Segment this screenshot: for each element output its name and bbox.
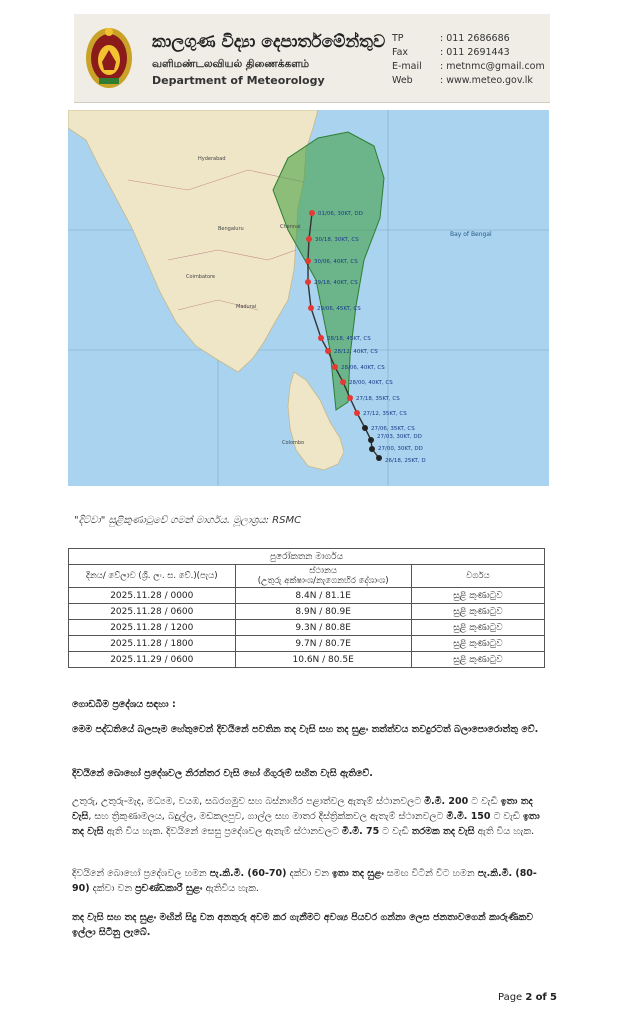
paragraph-1: [72, 722, 552, 737]
table-row: [69, 636, 545, 652]
paragraph-3: [72, 794, 552, 839]
track-label: 28/00, 40KT, CS: [349, 380, 393, 386]
text-span: දක්වා වන: [89, 883, 136, 894]
text-span: දිවයිනේ බොහෝ ප්‍රදේශවල හමන: [72, 868, 210, 879]
track-point: [362, 425, 368, 431]
track-label: 29/06, 45KT, CS: [317, 306, 361, 312]
contact-fax: [392, 46, 545, 60]
contact-web: [392, 74, 545, 88]
text-span: ඇතිවිය හැක.: [202, 883, 259, 894]
contact-email: [392, 60, 545, 74]
contact-value: : 011 2691443: [440, 47, 510, 58]
col-header-position: [235, 565, 411, 588]
cell-position: 8.9N / 80.9E: [235, 604, 411, 620]
heading-text: ගොඩබිම ප්‍රදේශය සඳහා :: [72, 699, 176, 710]
track-point: [369, 446, 375, 452]
table-title-row: [69, 549, 545, 565]
track-point: [347, 395, 353, 401]
cell-datetime: 2025.11.28 / 1800: [69, 636, 236, 652]
track-label: 27/12, 35KT, CS: [363, 411, 407, 417]
paragraph-5: [72, 910, 552, 940]
cyclone-track-map: [68, 110, 549, 486]
table-row: [69, 620, 545, 636]
place-label: Madurai: [236, 304, 257, 310]
current-page: 2: [525, 992, 533, 1003]
contact-label: Web: [392, 75, 413, 86]
track-point: [354, 410, 360, 416]
place-label: Chennai: [280, 224, 301, 230]
text-span: ට වැඩි: [468, 796, 501, 807]
cell-category: සුළි කුණාටුව: [411, 620, 544, 636]
org-name-sinhala: කාලගුණ විද්‍යා දෙපාර්තමේන්තුව: [152, 32, 386, 52]
track-label: 30/18, 30KT, CS: [315, 237, 359, 243]
cell-position: 9.3N / 80.8E: [235, 620, 411, 636]
letterhead: [74, 14, 550, 103]
contact-label: TP: [392, 33, 404, 44]
place-label: Bengaluru: [218, 226, 244, 232]
paragraph-2: [72, 766, 552, 781]
track-label: 27/03, 30KT, DD: [377, 434, 422, 440]
contact-value: : metnmc@gmail.com: [440, 61, 545, 72]
track-label: 01/06, 30KT, DD: [318, 211, 363, 217]
col-header-position-line1: ස්ථානය: [309, 566, 337, 576]
cell-category: සුළි කුණාටුව: [411, 588, 544, 604]
contact-tp: [392, 32, 545, 46]
track-point: [306, 236, 312, 242]
cell-datetime: 2025.11.29 / 0600: [69, 652, 236, 668]
track-point: [332, 364, 338, 370]
col-header-category: වර්ගය: [411, 565, 544, 588]
org-name-tamil: வளிமண்டலவியல் திணைக்களம்: [152, 58, 310, 70]
wind-intensity: ඉතා තද සුළං: [331, 868, 384, 879]
map-caption: "දිට්වා" සුළිකුණාටුවේ ගමන් මාර්ගය. මූලාශ්‍රය: RSMC: [74, 515, 302, 526]
rainfall-intensity: ඉතා තද වැසි: [72, 811, 540, 837]
cell-category: සුළි කුණාටුව: [411, 652, 544, 668]
track-label: 28/12, 40KT, CS: [334, 349, 378, 355]
col-header-datetime: දිනය/ වේලාව (ශ්‍රී. ලං. ස. වේ.)(පැය): [69, 565, 236, 588]
cell-datetime: 2025.11.28 / 0600: [69, 604, 236, 620]
rainfall-intensity: තරමක තද වැසි: [411, 826, 475, 837]
cell-position: 10.6N / 80.5E: [235, 652, 411, 668]
paragraph-5-text: තද වැසි සහ තද සුළං මඟින් සිදු වන අනතුරු අවම කර ගැනීමට අවශ්‍ය පියවර ගන්නා ලෙස ජනතාවගෙන් කාරුණිකව ඉල්ලා සිටිනු ලැබේ.: [72, 912, 534, 938]
text-span: ට වැඩි: [490, 811, 523, 822]
page-word: Page: [498, 992, 523, 1003]
wind-speed: පැ.කි.මී. (60-70): [209, 868, 287, 879]
track-label: 27/18, 35KT, CS: [356, 396, 400, 402]
track-point: [318, 335, 324, 341]
col-header-position-line2: (උතුරු අක්ෂාංශ/නැගෙනහිර දේශාංශ): [257, 576, 389, 586]
track-label: 29/18, 40KT, CS: [314, 280, 358, 286]
rainfall-amount: මි.මී. 75: [341, 826, 380, 837]
place-label: Hyderabad: [198, 156, 226, 162]
rainfall-amount: මි.මී. 200: [424, 796, 469, 807]
sri-lanka-emblem-icon: [84, 22, 134, 92]
wind-intensity: ප්‍රචණ්ඩකාරී සුළං: [135, 883, 203, 894]
table-row: [69, 604, 545, 620]
track-label: 27/06, 35KT, CS: [371, 426, 415, 432]
track-label: 28/06, 40KT, CS: [341, 365, 385, 371]
track-point: [368, 437, 374, 443]
track-label: 28/18, 45KT, CS: [327, 336, 371, 342]
track-point: [325, 348, 331, 354]
track-label: 26/18, 25KT, D: [385, 458, 426, 464]
text-span: සමඟ විටින් විට හමන: [383, 868, 478, 879]
org-name-english: Department of Meteorology: [152, 74, 325, 87]
rainfall-intensity: ඉතා තද වැසි: [72, 796, 533, 822]
text-span: ට වැඩි: [379, 826, 412, 837]
contact-label: E-mail: [392, 61, 422, 72]
cell-position: 8.4N / 81.1E: [235, 588, 411, 604]
track-label: 27/00, 30KT, DD: [378, 446, 423, 452]
track-label: 30/06, 40KT, CS: [314, 259, 358, 265]
table-row: [69, 652, 545, 668]
track-point: [305, 279, 311, 285]
place-label: Coimbatore: [186, 274, 216, 280]
place-label: Colombo: [282, 440, 305, 446]
sea-label: Bay of Bengal: [450, 231, 492, 238]
wind-speed: පැ.කි.මී. (80-90): [72, 868, 537, 894]
contact-value: : 011 2686686: [440, 33, 510, 44]
of-word: of: [535, 992, 547, 1003]
contact-block: [392, 32, 545, 88]
track-point: [376, 455, 382, 461]
text-span: , සහ ත්‍රිකුණාමලය, බදුල්ල, මඩකලපුව, ගාල්ල සහ මාතර දිස්ත්‍රික්කවල ඇතැම් ස්ථානවලට: [88, 811, 447, 822]
rainfall-amount: මි.මී. 150: [446, 811, 491, 822]
table-title: පුරෝකතන මාර්ගය: [69, 549, 545, 565]
cell-category: සුළි කුණාටුව: [411, 636, 544, 652]
text-span: ඇති විය හැක.: [474, 826, 535, 837]
paragraph-2-text: දිවයිනේ බොහෝ ප්‍රදේශවල නිරන්තර වැසි හෝ ගිගුරුම් සහිත වැසි ඇතිවේ.: [72, 768, 373, 779]
paragraph-1-text: මෙම පද්ධතියේ බලපෑම හේතුවෙන් දිවයිනේ පවතින තද වැසි සහ තද සුළං තත්ත්වය තවදුරටත් බලාපොරොත්තු වේ.: [72, 724, 539, 735]
text-span: උතුරු, උතුරු-මැද, මධ්‍යම, වයඹ, සබරගමුව සහ බස්නාහිර පළාත්වල ඇතැම් ස්ථානවලට: [72, 796, 425, 807]
contact-value: : www.meteo.gov.lk: [440, 75, 533, 86]
table-header-row: [69, 565, 545, 588]
text-span: ඇති විය හැක. දිවයිනේ සෙසු ප්‍රදේශවල ඇතැම් ස්ථානවලට: [103, 826, 342, 837]
forecast-track-table: [68, 548, 545, 668]
table-row: [69, 588, 545, 604]
land-area-heading: [72, 697, 552, 712]
track-point: [308, 305, 314, 311]
cell-datetime: 2025.11.28 / 0000: [69, 588, 236, 604]
cell-position: 9.7N / 80.7E: [235, 636, 411, 652]
page-number: [498, 992, 557, 1003]
contact-label: Fax: [392, 47, 409, 58]
text-span: දක්වා වන: [286, 868, 332, 879]
cell-category: සුළි කුණාටුව: [411, 604, 544, 620]
track-point: [340, 379, 346, 385]
track-point: [305, 258, 311, 264]
paragraph-4: [72, 866, 552, 896]
track-point: [309, 210, 315, 216]
total-pages: 5: [549, 992, 557, 1003]
cell-datetime: 2025.11.28 / 1200: [69, 620, 236, 636]
